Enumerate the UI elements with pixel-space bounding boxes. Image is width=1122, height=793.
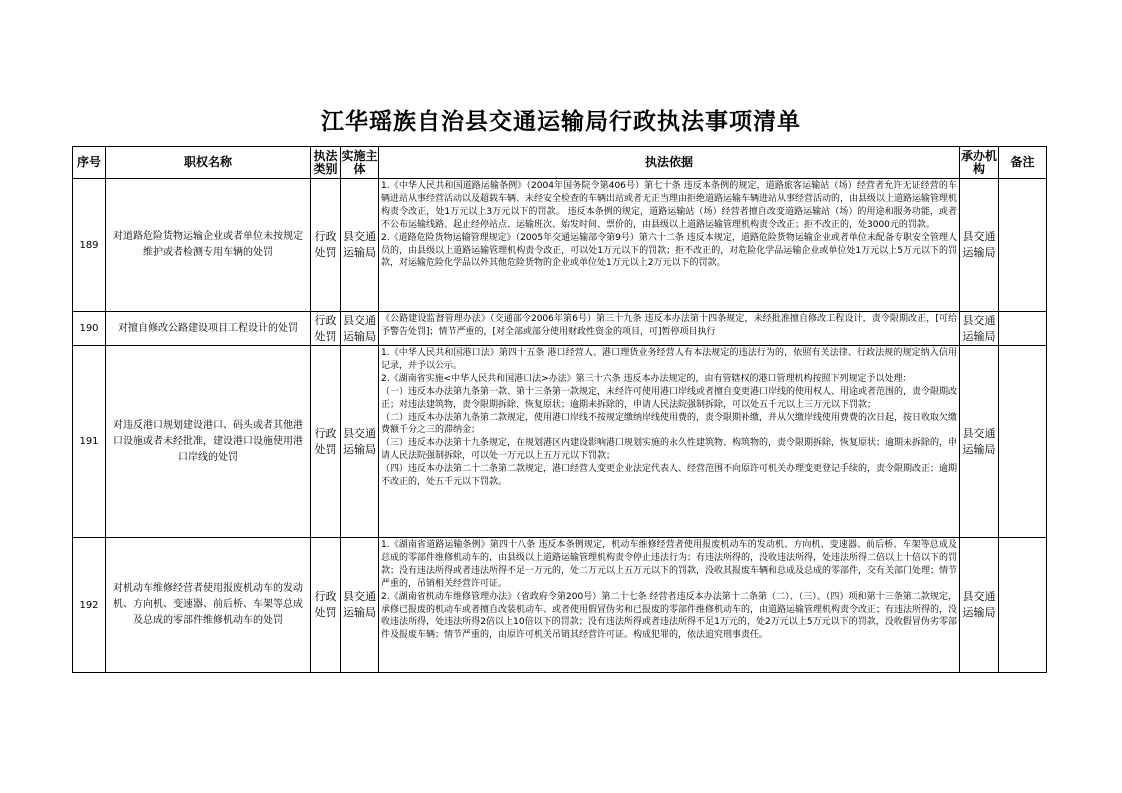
basis-paragraph: 1.《湖南省道路运输条例》第四十八条 违反本条例规定，机动车维修经营者使用报废机动车的发动机、方向机、变速器、前后桥、车架等总成及总成的零部件维修机动车的，由县级以上道路运输管理机构责令停止违法行为；有违法所得的，没收违法所得，处违法所得二倍以上十倍以下的罚款；没有违法所得或者违法所得不足一万元的，处二万元以上五万元以下的罚款，没收其报废车辆和总成及总成的零部件，交有关部门处理；情节严重的，吊销相关经营许可证。 (381, 540, 957, 589)
row-name: 对机动车维修经营者使用报废机动车的发动机、方向机、变速器、前后桥、车架等总成及总成的零部件维修机动车的处罚 (106, 538, 311, 673)
row-org: 县交通运输局 (960, 538, 999, 673)
basis-paragraph: 2.《湖南省实施<中华人民共和国港口法>办法》第三十六条 违反本办法规定的，由有管辖权的港口管理机构按照下列规定予以处理： (381, 373, 912, 384)
row-remark (999, 179, 1047, 312)
page-title: 江华瑶族自治县交通运输局行政执法事项清单 (321, 108, 801, 135)
header-org: 承办机构 (960, 147, 999, 179)
row-org: 县交通运输局 (960, 312, 999, 346)
basis-paragraph: 1.《中华人民共和国道路运输条例》（2004年国务院令第406号）第七十条 违反本条例的规定，道路旅客运输站（场）经营者允许无证经营的车辆进站从事经营活动以及超载车辆、未经安全检查的车辆出站或者无正当理由拒绝道路运输车辆进站从事经营活动的，由县级以上道路运输管理机构责令改正，处1万元以上3万元以下的罚款。 违反本条例的规定，道路运输站（场）经营者擅自改变道路运输站（场）的用途和服务功能，或者不公布运输线路、起止经停站点、运输班次、始发时间、票价的，由县级以上道路运输管理机构责令改正；拒不改正的，处3000元的罚款。 (381, 181, 957, 230)
row-remark (999, 312, 1047, 346)
basis-paragraph: （一）违反本办法第九条第一款、第十三条第一款规定，未经许可使用港口岸线或者擅自变更港口岸线的使用权人、用途或者范围的，责令限期改正；对违法建筑物，责令限期拆除、恢复原状；逾期未拆除的，申请人民法院强制拆除，可以处五千元以上三万元以下罚款； (381, 386, 957, 410)
basis-paragraph: 2.《道路危险货物运输管理规定》（2005年交通运输部令第9号）第六十二条 违反本规定，道路危险货物运输企业或者单位未配备专职安全管理人员的，由县级以上道路运输管理机构责令改正，可以处1万元以下的罚款；拒不改正的，对危险化学品运输企业或单位处1万元以上5万元以下的罚款，对运输危险化学品以外其他危险货物的企业或单位处1万元以上2万元以下的罚款。 (381, 232, 957, 269)
table-row (73, 346, 1047, 538)
row-name: 对道路危险货物运输企业或者单位未按规定维护或者检测专用车辆的处罚 (106, 179, 311, 312)
basis-paragraph: （二）违反本办法第九条第二款规定，使用港口岸线不按规定缴纳岸线使用费的，责令限期补缴，并从欠缴岸线使用费费的次日起，按日收取欠缴费额千分之三的滞纳金； (381, 412, 957, 436)
row-subject: 县交通运输局 (341, 312, 379, 346)
row-seq: 191 (73, 346, 106, 538)
row-basis (379, 538, 960, 673)
header-basis: 执法依据 (379, 147, 960, 179)
row-seq: 192 (73, 538, 106, 673)
row-type: 行政处罚 (311, 346, 341, 538)
row-type: 行政处罚 (311, 312, 341, 346)
basis-paragraph: 《公路建设监督管理办法》（交通部令2006年第6号）第三十九条 违反本办法第十四条规定，未经批准擅自修改工程设计，责令限期改正，[可给予警告处罚]；情节严重的，[对全部或部分使用财政性资金的项目，可]暂停项目执行 (381, 314, 957, 337)
row-basis (379, 346, 960, 538)
row-basis (379, 312, 960, 346)
row-subject: 县交通运输局 (341, 346, 379, 538)
header-row (73, 147, 1047, 179)
header-seq: 序号 (73, 147, 106, 179)
row-seq: 189 (73, 179, 106, 312)
table-row (73, 312, 1047, 346)
row-basis (379, 179, 960, 312)
table-row (73, 179, 1047, 312)
row-org: 县交通运输局 (960, 346, 999, 538)
row-subject: 县交通运输局 (341, 538, 379, 673)
basis-paragraph: （四）违反本办法第二十二条第二款规定，港口经营人变更企业法定代表人、经营范围不向原许可机关办理变更登记手续的，责令限期改正；逾期不改正的，处五千元以下罚款。 (381, 464, 957, 488)
row-name: 对违反港口规划建设港口、码头或者其他港口设施或者未经批准，建设港口设施使用港口岸线的处罚 (106, 346, 311, 538)
row-subject: 县交通运输局 (341, 179, 379, 312)
row-type: 行政处罚 (311, 538, 341, 673)
row-name: 对擅自修改公路建设项目工程设计的处罚 (106, 312, 311, 346)
row-type: 行政处罚 (311, 179, 341, 312)
basis-paragraph: （三）违反本办法第十九条规定，在规划港区内建设影响港口规划实施的永久性建筑物、构筑物的，责令限期拆除，恢复原状；逾期未拆除的，申请人民法院强制拆除，可以处一万元以上五万元以下罚款； (381, 438, 957, 462)
header-name: 职权名称 (106, 147, 311, 179)
row-remark (999, 538, 1047, 673)
row-seq: 190 (73, 312, 106, 346)
table-row (73, 538, 1047, 673)
header-subject: 实施主体 (341, 147, 379, 179)
basis-paragraph: 1.《中华人民共和国港口法》第四十五条 港口经营人、港口理货业务经营人有本法规定的违法行为的，依照有关法律、行政法规的规定纳入信用记录，并予以公示。 (381, 348, 957, 371)
row-remark (999, 346, 1047, 538)
header-remark: 备注 (999, 147, 1047, 179)
row-org: 县交通运输局 (960, 179, 999, 312)
basis-paragraph: 2.《湖南省机动车维修管理办法》（省政府令第200号）第二十七条 经营者违反本办法第十二条第（二）、（三）、（四）项和第十三条第二款规定，承修已报废的机动车或者擅自改装机动车、或者使用假冒伪劣和已报废的零部件维修机动车的，由道路运输管理机构责令改正；有违法所得的，没收违法所得，处违法所得2倍以上10倍以下的罚款；没有违法所得或者违法所得不足1万元的，处2万元以上5万元以下的罚款，没收假冒伪劣零部件及报废车辆；情节严重的，由原许可机关吊销其经营许可证。构成犯罪的，依法追究刑事责任。 (381, 591, 957, 641)
header-type: 执法类别 (311, 147, 341, 179)
enforcement-table (72, 146, 1047, 673)
